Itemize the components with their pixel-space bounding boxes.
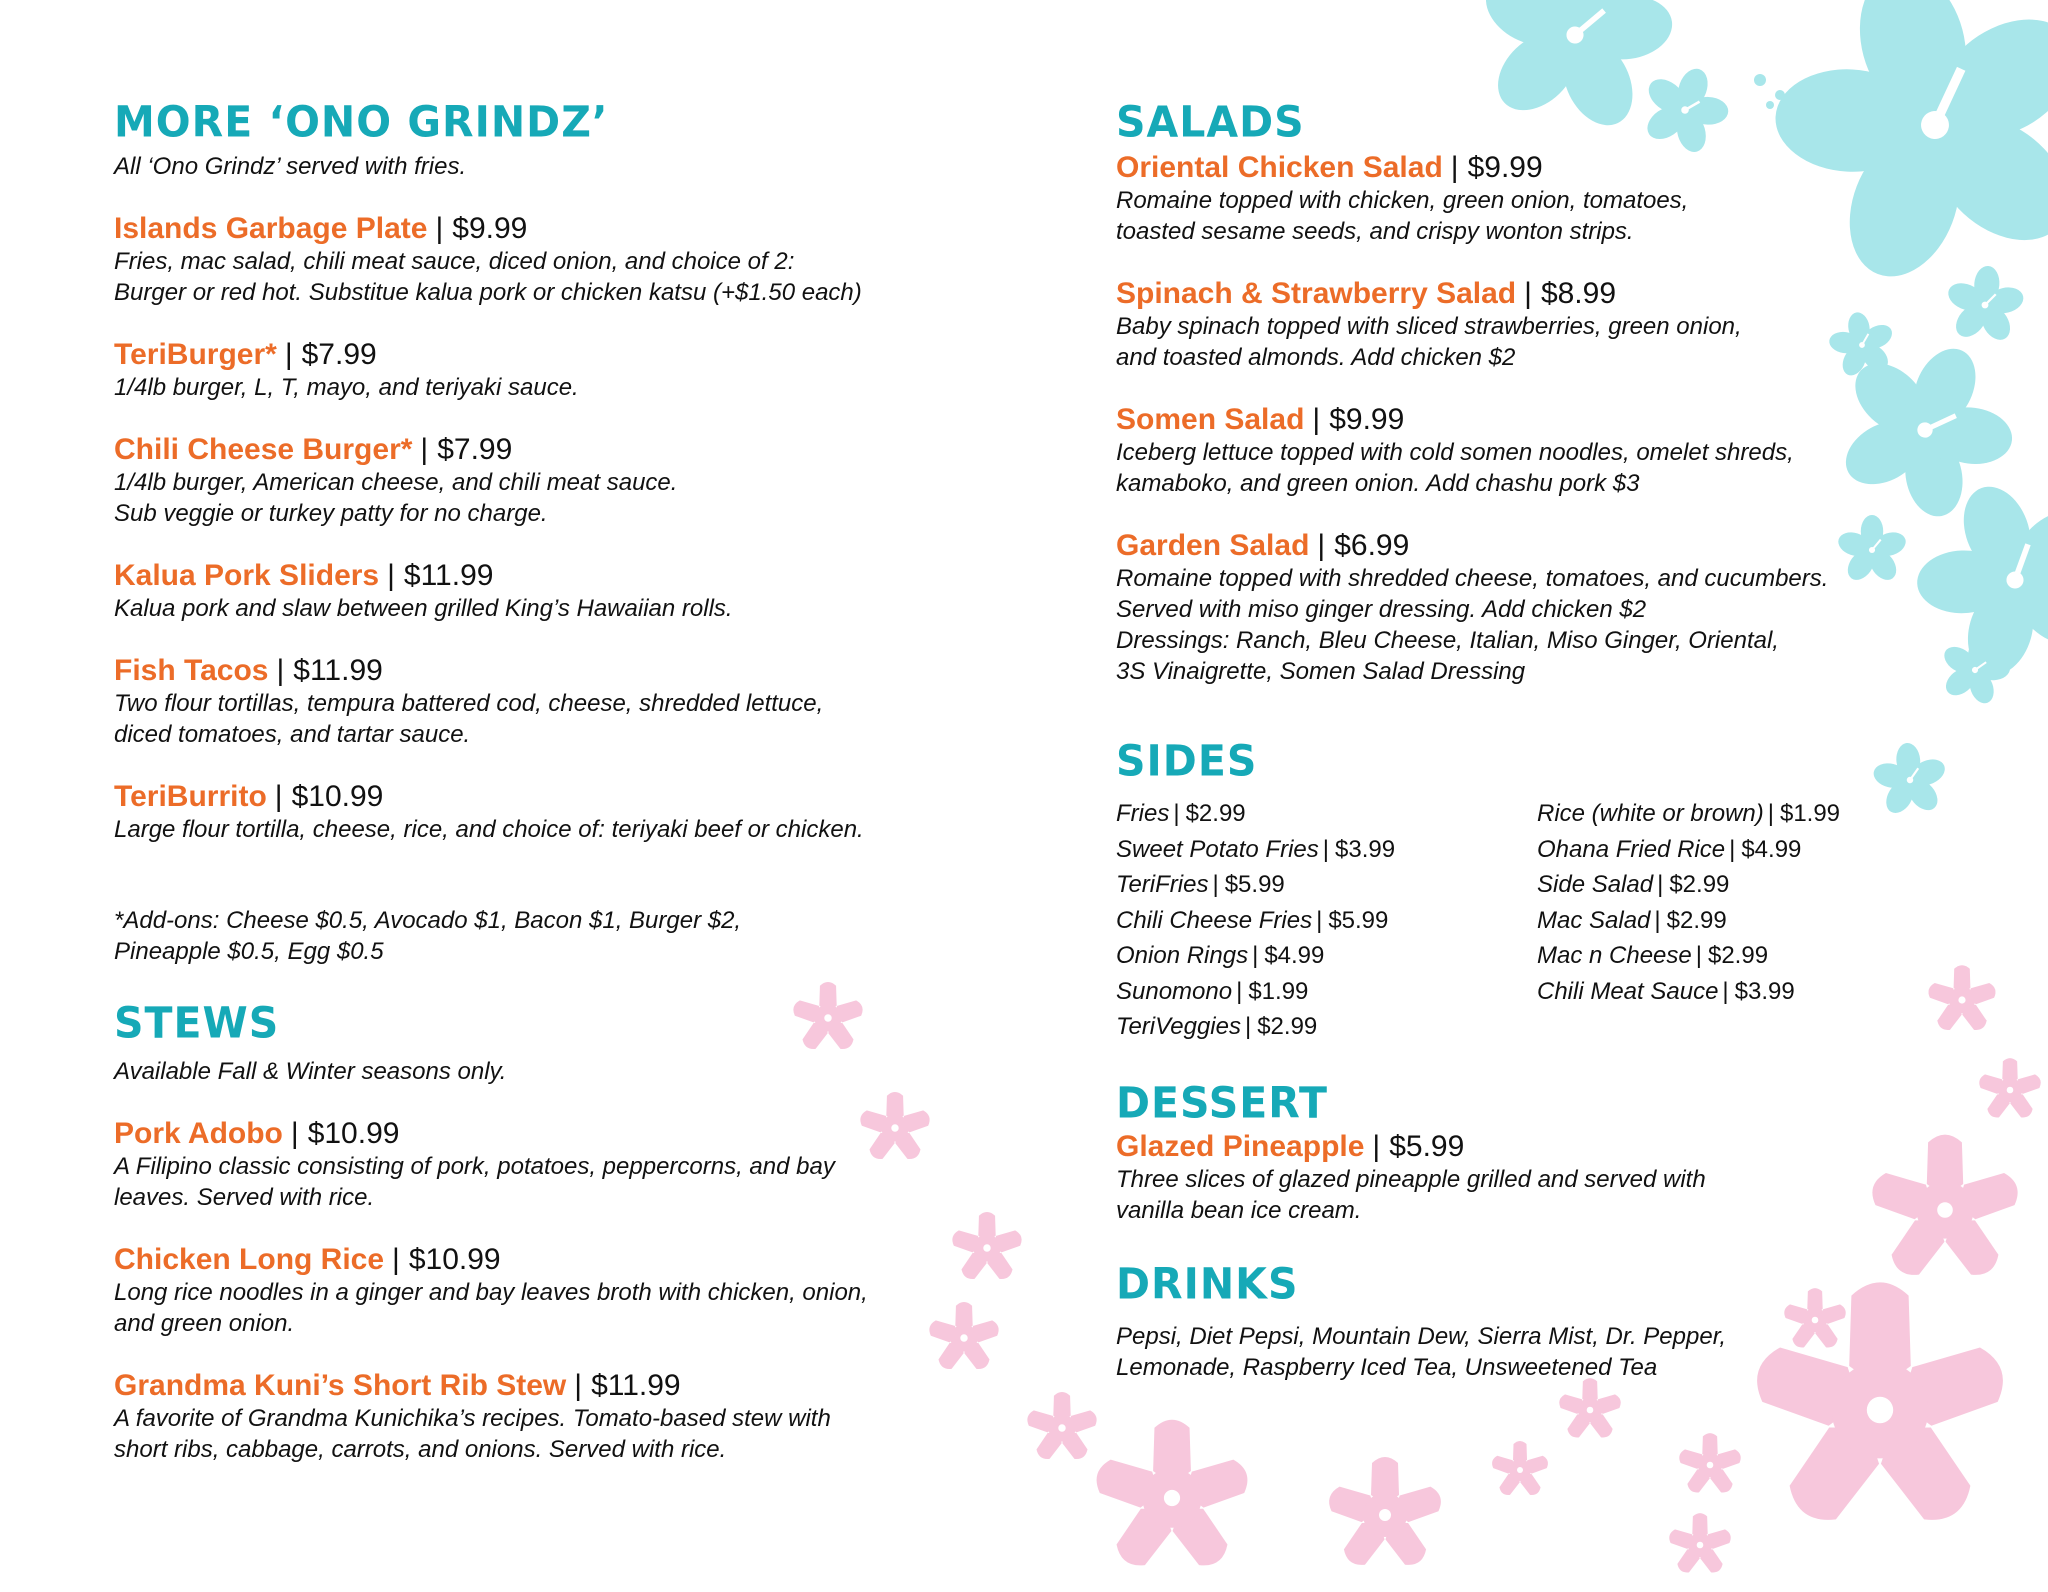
description-line: Sub veggie or turkey patty for no charge. (114, 500, 548, 528)
description-line: and toasted almonds. Add chicken $2 (1116, 344, 1516, 372)
side-item-name: Ohana Fried Rice (1537, 835, 1726, 863)
menu-item-price: $8.99 (1540, 277, 1617, 311)
section-note: All ‘Ono Grindz’ served with fries. (114, 153, 467, 181)
side-item-price: $1.99 (1779, 800, 1841, 828)
cherry-blossom-icon (1025, 1392, 1099, 1462)
price-separator: | (420, 433, 429, 467)
menu-item-description (1116, 1164, 1996, 1226)
menu-item-name: Glazed Pineapple (1116, 1129, 1365, 1163)
sides-column (1537, 796, 1958, 1045)
side-item-name: Chili Meat Sauce (1537, 977, 1719, 1005)
menu-item (1116, 1130, 1996, 1226)
side-item-name: Sunomono (1116, 977, 1233, 1005)
side-item (1537, 938, 1958, 974)
sides-column (1116, 796, 1537, 1045)
section-title: MORE ‘ONO GRINDZ’ (114, 96, 609, 148)
menu-item-name: Chicken Long Rice (114, 1243, 385, 1277)
price-separator: | (1657, 871, 1664, 899)
side-item-price: $2.99 (1707, 942, 1769, 970)
section-title: SIDES (1116, 735, 1258, 787)
price-separator: | (284, 338, 293, 372)
side-item-name: Fries (1116, 800, 1170, 828)
side-item-name: TeriFries (1116, 871, 1209, 899)
side-item-price: $4.99 (1264, 942, 1325, 970)
price-separator: | (1722, 977, 1729, 1005)
side-item (1537, 974, 1958, 1010)
side-item-price: $2.99 (1666, 906, 1727, 934)
section-stews (114, 997, 974, 1465)
price-separator: | (1212, 871, 1219, 899)
price-separator: | (274, 780, 283, 814)
section-title: STEWS (114, 997, 280, 1049)
description-line: Two flour tortillas, tempura battered cod, cheese, shredded lettuce, (114, 690, 824, 718)
description-line: Served with miso ginger dressing. Add chicken $2 (1116, 596, 1647, 624)
menu-item (114, 1369, 974, 1465)
menu-item (114, 654, 974, 750)
menu-item-description (114, 1277, 974, 1339)
menu-item-description (114, 467, 974, 529)
drinks-list (1116, 1321, 1996, 1383)
side-item-name: Sweet Potato Fries (1116, 835, 1319, 863)
menu-item-description (1116, 563, 1996, 687)
menu-item (114, 433, 974, 529)
price-separator: | (435, 212, 444, 246)
menu-item-description (1116, 311, 1996, 373)
menu-item-name: Kalua Pork Sliders (114, 559, 380, 593)
side-item-name: Onion Rings (1116, 942, 1249, 970)
side-item-price: $2.99 (1669, 871, 1730, 899)
menu-item-list (114, 212, 974, 845)
cherry-blossom-icon (1557, 1378, 1622, 1440)
description-line: Romaine topped with chicken, green onion, tomatoes, (1116, 187, 1689, 215)
menu-item (114, 780, 974, 845)
menu-item-description (114, 1151, 974, 1213)
description-line: Fries, mac salad, chili meat sauce, diced onion, and choice of 2: (114, 248, 795, 276)
description-line: Three slices of glazed pineapple grilled and served with (1116, 1165, 1706, 1193)
price-separator: | (1236, 977, 1243, 1005)
menu-item-price: $9.99 (1467, 151, 1543, 185)
description-line: 1/4lb burger, American cheese, and chili meat sauce. (114, 469, 678, 497)
menu-item-name: Garden Salad (1116, 529, 1310, 563)
right-column (1116, 96, 1996, 1383)
price-separator: | (1450, 151, 1459, 185)
menu-item-price: $6.99 (1334, 529, 1410, 563)
side-item-name: TeriVeggies (1116, 1013, 1241, 1041)
side-item (1537, 832, 1958, 868)
description-line: diced tomatoes, and tartar sauce. (114, 721, 471, 749)
price-separator: | (1244, 1013, 1252, 1041)
menu-item-description (114, 372, 974, 403)
drinks-line: Lemonade, Raspberry Iced Tea, Unsweetened Tea (1116, 1353, 1658, 1381)
menu-item-description (114, 593, 974, 624)
menu-item-name: Grandma Kuni’s Short Rib Stew (114, 1369, 567, 1403)
price-separator: | (392, 1243, 400, 1277)
section-title: SALADS (1116, 96, 1305, 148)
price-separator: | (290, 1117, 299, 1151)
price-separator: | (1372, 1129, 1381, 1163)
menu-item-name: Somen Salad (1116, 403, 1305, 437)
side-item-price: $3.99 (1734, 977, 1795, 1005)
menu-item-price: $11.99 (403, 559, 494, 593)
description-line: 3S Vinaigrette, Somen Salad Dressing (1116, 658, 1526, 686)
menu-item (114, 1117, 974, 1213)
menu-item-header (1116, 151, 1996, 185)
description-line: and green onion. (114, 1310, 295, 1338)
side-item-price: $2.99 (1257, 1013, 1318, 1041)
menu-item-header (1116, 277, 1996, 311)
description-line: Long rice noodles in a ginger and bay leaves broth with chicken, onion, (114, 1279, 868, 1307)
side-item (1116, 1009, 1537, 1045)
price-separator: | (1252, 942, 1259, 970)
section-drinks (1116, 1258, 1996, 1383)
menu-item-header (114, 559, 974, 593)
side-item-name: Mac Salad (1537, 906, 1651, 934)
menu-item (114, 1243, 974, 1339)
menu-item-price: $9.99 (452, 212, 528, 246)
side-item (1116, 903, 1537, 939)
menu-item-description (114, 688, 974, 750)
description-line: Kalua pork and slaw between grilled King’s Hawaiian rolls. (114, 595, 733, 623)
menu-item-list (114, 1117, 974, 1465)
side-item (1537, 903, 1958, 939)
menu-item (1116, 403, 1996, 499)
menu-item (114, 559, 974, 624)
side-item (1537, 867, 1958, 903)
cherry-blossom-icon (1092, 1420, 1253, 1573)
addons-line: *Add-ons: Cheese $0.5, Avocado $1, Bacon $1, Burger $2, (114, 907, 742, 935)
price-separator: | (1729, 835, 1736, 863)
description-line: toasted sesame seeds, and crispy wonton strips. (1116, 218, 1634, 246)
menu-item-header (114, 338, 974, 372)
menu-item-header (114, 654, 974, 688)
addons-note (114, 905, 974, 967)
sides-grid (1116, 796, 1996, 1045)
menu-item (1116, 529, 1996, 687)
menu-item-header (1116, 1130, 1996, 1164)
menu-item-header (114, 780, 974, 814)
menu-item-name: Oriental Chicken Salad (1116, 151, 1443, 185)
menu-item-price: $9.99 (1329, 403, 1405, 437)
side-item (1116, 796, 1537, 832)
menu-item-header (1116, 529, 1996, 563)
description-line: leaves. Served with rice. (114, 1184, 375, 1212)
price-separator: | (1695, 942, 1702, 970)
menu-item-description (114, 814, 974, 845)
side-item (1116, 938, 1537, 974)
menu-item-price: $10.99 (291, 780, 384, 814)
side-item-name: Chili Cheese Fries (1116, 906, 1313, 934)
menu-item-description (114, 1403, 974, 1465)
description-line: A Filipino classic consisting of pork, potatoes, peppercorns, and bay (114, 1153, 835, 1181)
section-note: Available Fall & Winter seasons only. (114, 1058, 507, 1086)
menu-item-list (1116, 151, 1996, 687)
menu-item-price: $10.99 (307, 1117, 400, 1151)
menu-item (1116, 277, 1996, 373)
description-line: Iceberg lettuce topped with cold somen noodles, omelet shreds, (1116, 439, 1794, 467)
cherry-blossom-icon (1326, 1457, 1445, 1570)
menu-item-description (114, 246, 974, 308)
description-line: 1/4lb burger, L, T, mayo, and teriyaki sauce. (114, 374, 579, 402)
side-item-price: $5.99 (1224, 871, 1285, 899)
menu-item-name: Pork Adobo (114, 1117, 283, 1151)
section-title: DRINKS (1116, 1258, 1299, 1309)
menu-item (114, 212, 974, 308)
menu-item-price: $5.99 (1389, 1129, 1465, 1163)
description-line: A favorite of Grandma Kunichika’s recipes. Tomato-based stew with (114, 1405, 831, 1433)
description-line: Romaine topped with shredded cheese, tomatoes, and cucumbers. (1116, 565, 1829, 593)
side-item-name: Mac n Cheese (1537, 942, 1692, 970)
side-item (1116, 974, 1537, 1010)
menu-item-header (114, 212, 974, 246)
description-line: vanilla bean ice cream. (1116, 1196, 1362, 1224)
price-separator: | (1654, 906, 1661, 934)
menu-item-name: Chili Cheese Burger* (114, 433, 413, 467)
description-line: Dressings: Ranch, Bleu Cheese, Italian, Miso Ginger, Oriental, (1116, 627, 1779, 655)
menu-item-name: TeriBurrito (114, 780, 267, 814)
menu-item (1116, 151, 1996, 247)
price-separator: | (574, 1369, 583, 1403)
price-separator: | (1524, 277, 1532, 311)
side-item-name: Rice (white or brown) (1537, 800, 1764, 828)
description-line: kamaboko, and green onion. Add chashu pork $3 (1116, 470, 1640, 498)
menu-item-price: $7.99 (437, 433, 513, 467)
price-separator: | (1322, 835, 1329, 863)
menu-item-price: $11.99 (591, 1369, 681, 1403)
description-line: Burger or red hot. Substitue kalua pork or chicken katsu (+$1.50 each) (114, 279, 862, 307)
price-separator: | (1173, 800, 1180, 828)
section-more-ono-grindz (114, 96, 974, 967)
description-line: short ribs, cabbage, carrots, and onions. Served with rice. (114, 1436, 727, 1464)
menu-item-header (114, 433, 974, 467)
side-item (1116, 832, 1537, 868)
side-item-price: $1.99 (1248, 977, 1309, 1005)
price-separator: | (1312, 403, 1321, 437)
menu-item-header (114, 1117, 974, 1151)
menu-item-name: TeriBurger* (114, 338, 277, 372)
menu-item-header (1116, 403, 1996, 437)
menu-item-list (1116, 1130, 1996, 1226)
side-item-price: $4.99 (1741, 835, 1802, 863)
description-line: Baby spinach topped with sliced strawberries, green onion, (1116, 313, 1742, 341)
menu-item-name: Fish Tacos (114, 654, 269, 688)
section-dessert (1116, 1077, 1996, 1226)
price-separator: | (1767, 800, 1774, 828)
side-item (1116, 867, 1537, 903)
menu-item-header (114, 1243, 974, 1277)
drinks-line: Pepsi, Diet Pepsi, Mountain Dew, Sierra Mist, Dr. Pepper, (1116, 1322, 1727, 1350)
cherry-blossom-icon (1677, 1433, 1742, 1495)
description-line: Large flour tortilla, cheese, rice, and choice of: teriyaki beef or chicken. (114, 816, 864, 844)
side-item-price: $2.99 (1185, 800, 1246, 828)
cherry-blossom-icon (1490, 1441, 1549, 1498)
menu-item-description (1116, 437, 1996, 499)
side-item-name: Side Salad (1537, 871, 1654, 899)
left-column (114, 96, 974, 1465)
side-item-price: $3.99 (1335, 835, 1396, 863)
side-item-price: $5.99 (1328, 906, 1389, 934)
price-separator: | (1316, 906, 1323, 934)
menu-item-description (1116, 185, 1996, 247)
menu-item-header (114, 1369, 974, 1403)
price-separator: | (276, 654, 285, 688)
menu-item-price: $11.99 (293, 654, 383, 688)
section-sides (1116, 735, 1996, 1045)
price-separator: | (1317, 529, 1326, 563)
addons-line: Pineapple $0.5, Egg $0.5 (114, 938, 384, 966)
menu-item-name: Islands Garbage Plate (114, 212, 428, 246)
side-item (1537, 796, 1958, 832)
section-title: DESSERT (1116, 1077, 1328, 1128)
price-separator: | (387, 559, 395, 593)
menu-item-price: $7.99 (301, 338, 377, 372)
cherry-blossom-icon (1667, 1513, 1732, 1575)
menu-item-price: $10.99 (408, 1243, 501, 1277)
menu-item (114, 338, 974, 403)
menu-item-name: Spinach & Strawberry Salad (1116, 277, 1517, 311)
section-salads (1116, 96, 1996, 687)
